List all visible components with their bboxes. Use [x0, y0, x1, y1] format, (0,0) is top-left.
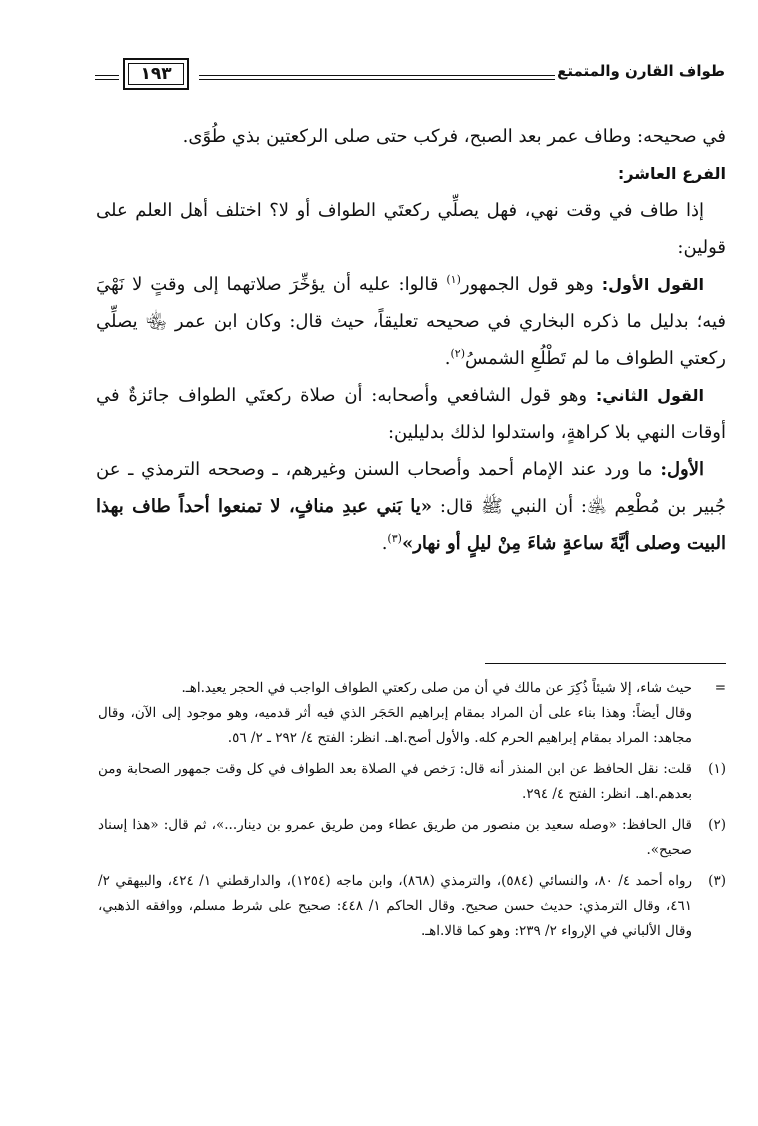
- hadith-quote: «يا بَني عبدِ منافٍ، لا تمنعوا أحداً طاف بهذا البيت وصلى أيَّةَ ساعةٍ شاءَ مِنْ ليلٍ أو نهار»: [96, 496, 726, 554]
- footnote-ref-2: (٢): [450, 347, 465, 360]
- page-number-box: [123, 58, 189, 90]
- paragraph-2: إذا طاف في وقت نهي، فهل يصلِّي ركعتَي الطواف أو لا؟ اختلف أهل العلم على قولين:: [96, 200, 726, 258]
- evidence-1-label: الأول:: [660, 459, 704, 480]
- footnote-paragraph: رواه أحمد ٤/ ٨٠، والنسائي (٥٨٤)، والترمذي (٨٦٨)، وابن ماجه (١٢٥٤)، والدارقطني ١/ ٤٢٤، والبيهقي ٢/ ٤٦١، وقال الترمذي: حديث حسن صحيح. وقال الحاكم ١/ ٤٤٨: صحيح على شرط مسلم، ووافقه الذهبي، وقال الألباني في الإرواء ٢/ ٢٣٩: وهو كما قالا.اهـ.: [98, 873, 693, 939]
- opinion-1-text-a: وهو قول الجمهور: [460, 274, 602, 295]
- footnote-marker: (٢): [708, 817, 726, 833]
- footnote-separator: [485, 663, 726, 664]
- footnote-1: [98, 757, 726, 807]
- heading-branch-10: [96, 155, 726, 192]
- footnote-marker: (١): [708, 761, 726, 777]
- footnote-ref-3: (٣): [387, 532, 402, 545]
- footnote-paragraph: وقال أيضاً: وهذا بناء على أن المراد بمقام إبراهيم الحَجَر الذي فيه أثر قدميه، وهو موجود إلى الآن، وقال مجاهد: المراد بمقام إبراهيم الحرم كله. والأول أصح.اهـ. انظر: الفتح ٤/ ٢٩٢ ـ ٢/ ٥٦.: [98, 705, 692, 746]
- opinion-1: [96, 266, 726, 377]
- opinion-1-label: القول الأول:: [601, 275, 704, 294]
- evidence-1-end: .: [381, 533, 388, 554]
- footnote-ref-1: (١): [446, 273, 461, 286]
- main-text: [96, 118, 726, 562]
- footnote-marker: (٣): [708, 873, 726, 889]
- opinion-1-text-b: قالوا: عليه أن يؤخِّرَ صلاتهما إلى وقتٍ لا نَهْيَ فيه؛ بدليل ما ذكره البخاري في صحيحه تعليقاً، حيث قال: وكان ابن عمر ﵄ يصلِّي ركعتي الطواف ما لم تَطْلُعِ الشمسُ: [96, 274, 726, 369]
- header-rule-right: [199, 75, 555, 76]
- opinion-2-label: القول الثاني:: [595, 386, 704, 405]
- footnote-paragraph: حيث شاء، إلا شيئاً ذُكِرَ عن مالك في أن من صلى ركعتي الطواف الواجب في الحجر يعيد.اهـ.: [181, 680, 692, 696]
- footnotes: [98, 676, 726, 950]
- footnote-continued: [98, 676, 726, 751]
- footnote-paragraph: قال الحافظ: «وصله سعيد بن منصور من طريق عطاء ومن طريق عمرو بن دينار...»، ثم قال: «هذا إسناد صحيح».: [98, 817, 692, 858]
- header-rule-left: [95, 75, 119, 76]
- page-number: ١٩٣: [128, 63, 184, 85]
- evidence-1: [96, 451, 726, 562]
- branch-heading: الفرع العاشر:: [617, 164, 726, 183]
- footnote-3: [98, 869, 726, 944]
- footnote-paragraph: قلت: نقل الحافظ عن ابن المنذر أنه قال: رَخص في الصلاة بعد الطواف في كل وقت جمهور الصحابة ومن بعدهم.اهـ. انظر: الفتح ٤/ ٢٩٤.: [98, 761, 692, 802]
- footnote-2: [98, 813, 726, 863]
- opinion-1-end: .: [444, 348, 451, 369]
- paragraph-1: في صحيحه: وطاف عمر بعد الصبح، فركب حتى صلى الركعتين بذي طُوًى.: [182, 126, 726, 147]
- opinion-2: [96, 377, 726, 451]
- header-rule-right-2: [199, 79, 555, 80]
- page-header: [95, 58, 725, 98]
- footnote-marker: =: [714, 680, 726, 696]
- running-title: طواف القارن والمتمتع: [557, 62, 725, 80]
- evidence-1-text: ما ورد عند الإمام أحمد وأصحاب السنن وغيرهم، ـ وصححه الترمذي ـ عن جُبير بن مُطْعِم ﵁: أن النبي ﷺ قال:: [96, 459, 726, 517]
- header-rule-left-2: [95, 79, 119, 80]
- opinion-2-text: وهو قول الشافعي وأصحابه: أن صلاة ركعتَي الطواف جائزةٌ في أوقات النهي بلا كراهةٍ، واستدلوا لذلك بدليلين:: [96, 385, 726, 443]
